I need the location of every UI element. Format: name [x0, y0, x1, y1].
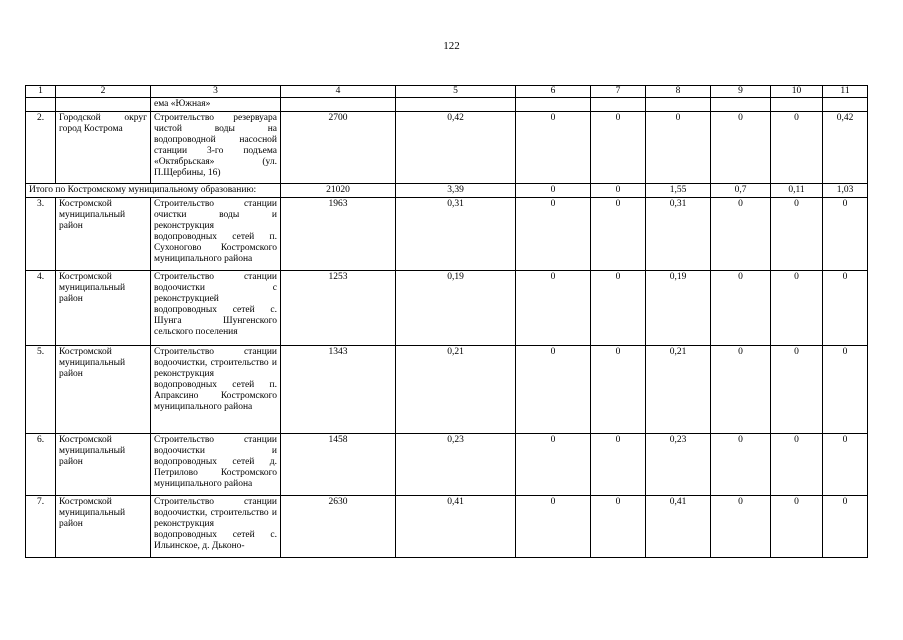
value-cell: 0: [516, 434, 591, 496]
table-row: [26, 198, 868, 271]
table-row: [26, 112, 868, 184]
table-row: [26, 271, 868, 346]
value-cell: [281, 98, 396, 112]
row-number: 4.: [26, 271, 56, 346]
municipality-cell: Костромской муниципальный район: [56, 271, 151, 346]
value-cell: 0: [711, 346, 771, 434]
value-cell: 0: [516, 346, 591, 434]
value-cell: 0,41: [396, 496, 516, 558]
value-cell: 0: [516, 271, 591, 346]
municipality-cell: [56, 98, 151, 112]
value-cell: 0,42: [823, 112, 868, 184]
value-cell: 0,21: [646, 346, 711, 434]
value-cell: [396, 98, 516, 112]
value-cell: 0: [823, 346, 868, 434]
column-number: 3: [151, 86, 281, 98]
value-cell: 1343: [281, 346, 396, 434]
page-number: 122: [443, 40, 460, 52]
municipality-cell: Костромской муниципальный район: [56, 434, 151, 496]
value-cell: 1,55: [646, 184, 711, 198]
value-cell: 0,7: [711, 184, 771, 198]
value-cell: 0: [823, 434, 868, 496]
value-cell: [591, 98, 646, 112]
value-cell: 21020: [281, 184, 396, 198]
project-cell: ема «Южная»: [151, 98, 281, 112]
column-number: 5: [396, 86, 516, 98]
project-cell: Строительство станции очистки воды и реконструкция водопроводных сетей п. Сухоногово Костромского муниципального района: [151, 198, 281, 271]
value-cell: 0: [591, 496, 646, 558]
value-cell: [823, 98, 868, 112]
value-cell: 0: [516, 496, 591, 558]
row-number: [26, 98, 56, 112]
value-cell: 3,39: [396, 184, 516, 198]
column-number: 9: [711, 86, 771, 98]
column-number: 6: [516, 86, 591, 98]
value-cell: 1,03: [823, 184, 868, 198]
value-cell: 0: [771, 434, 823, 496]
project-cell: Строительство станции водоочистки, строительство и реконструкция водопроводных сетей п. Апраксино Костромского муниципального района: [151, 346, 281, 434]
value-cell: [771, 98, 823, 112]
value-cell: 0: [591, 271, 646, 346]
municipality-cell: Костромской муниципальный район: [56, 346, 151, 434]
value-cell: 0: [711, 496, 771, 558]
value-cell: 0,19: [396, 271, 516, 346]
value-cell: 0: [591, 184, 646, 198]
row-number: 6.: [26, 434, 56, 496]
table-row: [26, 346, 868, 434]
total-row: [26, 184, 868, 198]
value-cell: 0: [771, 112, 823, 184]
value-cell: 0,21: [396, 346, 516, 434]
value-cell: 0: [591, 346, 646, 434]
value-cell: 0: [771, 198, 823, 271]
column-number: 2: [56, 86, 151, 98]
municipality-cell: Городской округ город Кострома: [56, 112, 151, 184]
column-number: 10: [771, 86, 823, 98]
row-number: 2.: [26, 112, 56, 184]
investment-table: [25, 85, 868, 558]
total-label: Итого по Костромскому муниципальному образованию:: [26, 184, 281, 198]
column-number: 8: [646, 86, 711, 98]
value-cell: 2700: [281, 112, 396, 184]
value-cell: 0,23: [646, 434, 711, 496]
value-cell: 0: [516, 112, 591, 184]
value-cell: 0,41: [646, 496, 711, 558]
value-cell: 0,31: [396, 198, 516, 271]
table-row: [26, 98, 868, 112]
column-number-row: [26, 86, 868, 98]
value-cell: 1963: [281, 198, 396, 271]
value-cell: 0: [711, 112, 771, 184]
value-cell: 2630: [281, 496, 396, 558]
value-cell: 0: [516, 184, 591, 198]
table-row: [26, 434, 868, 496]
project-cell: Строительство станции водоочистки с реконструкцией водопроводных сетей с. Шунга Шунгенского сельского поселения: [151, 271, 281, 346]
value-cell: 0: [771, 271, 823, 346]
value-cell: 1253: [281, 271, 396, 346]
value-cell: 0: [591, 198, 646, 271]
project-cell: Строительство станции водоочистки, строительство и реконструкция водопроводных сетей с. Ильинское, д. Дьконо-: [151, 496, 281, 558]
row-number: 7.: [26, 496, 56, 558]
value-cell: [516, 98, 591, 112]
value-cell: 0,31: [646, 198, 711, 271]
column-number: 4: [281, 86, 396, 98]
value-cell: 0: [591, 434, 646, 496]
value-cell: 0,42: [396, 112, 516, 184]
value-cell: 0: [823, 496, 868, 558]
municipality-cell: Костромской муниципальный район: [56, 496, 151, 558]
value-cell: 0: [823, 198, 868, 271]
value-cell: 0,19: [646, 271, 711, 346]
municipality-cell: Костромской муниципальный район: [56, 198, 151, 271]
value-cell: 0: [591, 112, 646, 184]
column-number: 1: [26, 86, 56, 98]
row-number: 5.: [26, 346, 56, 434]
value-cell: 0: [516, 198, 591, 271]
project-cell: Строительство станции водоочистки и водопроводных сетей д. Петрилово Костромского муниципального района: [151, 434, 281, 496]
value-cell: 0,23: [396, 434, 516, 496]
project-cell: Строительство резервуара чистой воды на водопроводной насосной станции 3-го подъема «Октябрьская» (ул. П.Щербины, 16): [151, 112, 281, 184]
value-cell: 0: [711, 198, 771, 271]
value-cell: [646, 98, 711, 112]
value-cell: [711, 98, 771, 112]
column-number: 11: [823, 86, 868, 98]
value-cell: 1458: [281, 434, 396, 496]
value-cell: 0,11: [771, 184, 823, 198]
value-cell: 0: [771, 346, 823, 434]
row-number: 3.: [26, 198, 56, 271]
value-cell: 0: [771, 496, 823, 558]
value-cell: 0: [823, 271, 868, 346]
table-row: [26, 496, 868, 558]
value-cell: 0: [711, 271, 771, 346]
value-cell: 0: [646, 112, 711, 184]
value-cell: 0: [711, 434, 771, 496]
column-number: 7: [591, 86, 646, 98]
